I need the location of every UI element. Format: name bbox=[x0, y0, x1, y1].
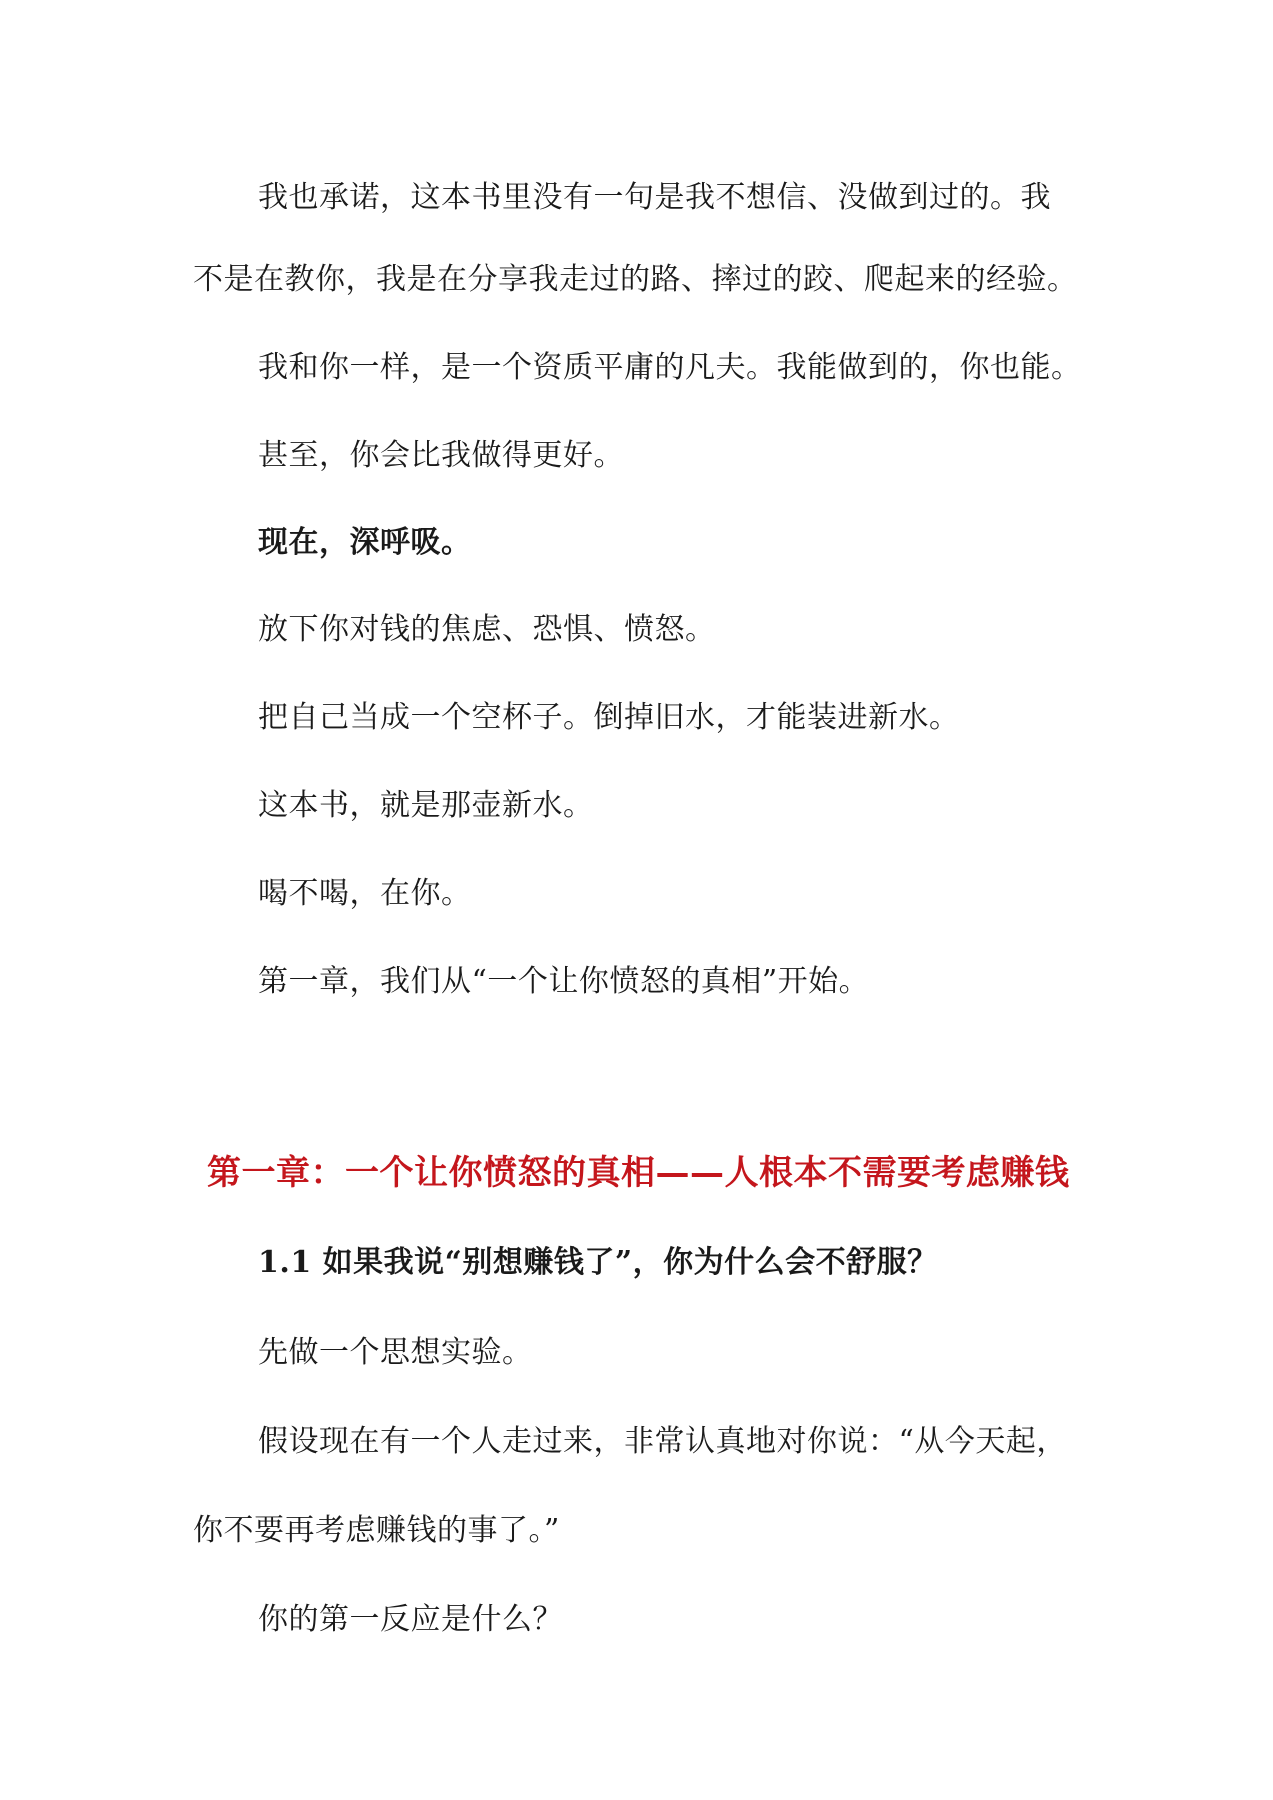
chapter-title: 第一章：一个让你愤怒的真相——人根本不需要考虑赚钱 bbox=[207, 1153, 1070, 1193]
preface-paragraph-1-line-1: 我也承诺，这本书里没有一句是我不想信、没做到过的。我 bbox=[258, 180, 1051, 215]
section-heading: 1.1 如果我说“别想赚钱了”，你为什么会不舒服？ bbox=[258, 1245, 938, 1280]
section-paragraph-1: 先做一个思想实验。 bbox=[258, 1335, 533, 1370]
preface-paragraph-6: 把自己当成一个空杯子。倒掉旧水，才能装进新水。 bbox=[258, 700, 960, 735]
preface-paragraph-1-line-2: 不是在教你，我是在分享我走过的路、摔过的跤、爬起来的经验。 bbox=[193, 262, 1078, 297]
preface-paragraph-7: 这本书，就是那壶新水。 bbox=[258, 788, 594, 823]
preface-paragraph-4-bold: 现在，深呼吸。 bbox=[258, 525, 472, 560]
preface-paragraph-8: 喝不喝，在你。 bbox=[258, 876, 472, 911]
preface-paragraph-2: 我和你一样，是一个资质平庸的凡夫。我能做到的，你也能。 bbox=[258, 350, 1082, 385]
preface-paragraph-5: 放下你对钱的焦虑、恐惧、愤怒。 bbox=[258, 612, 716, 647]
preface-paragraph-9: 第一章，我们从“一个让你愤怒的真相”开始。 bbox=[258, 964, 870, 999]
section-paragraph-2-line-1: 假设现在有一个人走过来，非常认真地对你说：“从今天起， bbox=[258, 1424, 1067, 1459]
section-paragraph-3: 你的第一反应是什么？ bbox=[258, 1602, 563, 1637]
preface-paragraph-3: 甚至，你会比我做得更好。 bbox=[258, 438, 624, 473]
section-paragraph-2-line-2: 你不要再考虑赚钱的事了。” bbox=[193, 1513, 560, 1548]
